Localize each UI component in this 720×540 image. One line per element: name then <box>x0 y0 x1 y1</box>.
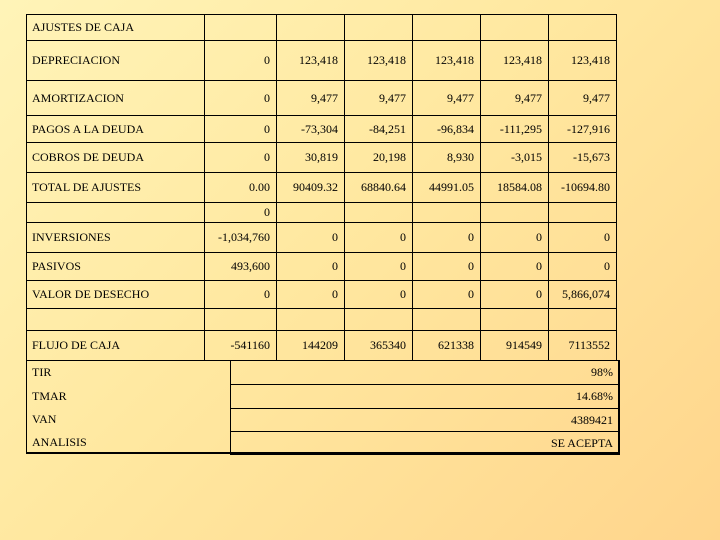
value-cell <box>480 202 549 223</box>
value-cell: 7113552 <box>548 330 617 361</box>
table-title: AJUSTES DE CAJA <box>26 14 205 41</box>
value-cell: -73,304 <box>276 115 345 143</box>
value-cell: 0 <box>412 222 481 253</box>
value-cell: 0 <box>412 252 481 281</box>
value-cell: -541160 <box>204 330 277 361</box>
value-cell: 68840.64 <box>344 172 413 203</box>
value-cell: 123,418 <box>276 40 345 81</box>
row-label-depreciacion: DEPRECIACION <box>26 40 205 81</box>
value-cell: -111,295 <box>480 115 549 143</box>
row-label-pagos-a-la-deuda: PAGOS A LA DEUDA <box>26 115 205 143</box>
value-cell: 0 <box>276 280 345 309</box>
value-cell: 0 <box>480 252 549 281</box>
value-cell <box>344 308 413 331</box>
header-cell <box>480 14 549 41</box>
header-cell <box>344 14 413 41</box>
value-cell <box>204 308 277 331</box>
value-cell: 0 <box>412 280 481 309</box>
value-cell: -1,034,760 <box>204 222 277 253</box>
summary-value-analisis: SE ACEPTA <box>230 431 620 455</box>
header-cell <box>548 14 617 41</box>
value-cell: 9,477 <box>344 80 413 116</box>
value-cell: 0 <box>276 252 345 281</box>
value-cell: 0 <box>480 280 549 309</box>
value-cell: 18584.08 <box>480 172 549 203</box>
value-cell: 0 <box>204 40 277 81</box>
summary-value-tmar: 14.68% <box>230 384 620 409</box>
value-cell: 493,600 <box>204 252 277 281</box>
value-cell: -96,834 <box>412 115 481 143</box>
row-label-inversiones: INVERSIONES <box>26 222 205 253</box>
value-cell: -10694.80 <box>548 172 617 203</box>
summary-label-tir: TIR <box>32 364 52 379</box>
row-label-pasivos: PASIVOS <box>26 252 205 281</box>
value-cell: 0 <box>204 202 277 223</box>
value-cell: 123,418 <box>344 40 413 81</box>
value-cell: 0 <box>548 252 617 281</box>
value-cell: 123,418 <box>412 40 481 81</box>
value-cell: 44991.05 <box>412 172 481 203</box>
value-cell: 90409.32 <box>276 172 345 203</box>
value-cell: -127,916 <box>548 115 617 143</box>
row-label-total-de-ajustes: TOTAL DE AJUSTES <box>26 172 205 203</box>
value-cell: 0 <box>344 222 413 253</box>
value-cell: 9,477 <box>276 80 345 116</box>
value-cell: 0 <box>480 222 549 253</box>
value-cell: 144209 <box>276 330 345 361</box>
row-label-amortizacion: AMORTIZACION <box>26 80 205 116</box>
value-cell: -84,251 <box>344 115 413 143</box>
summary-value-van: 4389421 <box>230 408 620 432</box>
header-cell <box>204 14 277 41</box>
summary-value-tir: 98% <box>230 360 620 385</box>
value-cell <box>276 202 345 223</box>
value-cell <box>548 202 617 223</box>
value-cell <box>412 202 481 223</box>
value-cell: 621338 <box>412 330 481 361</box>
row-label-cobros-de-deuda: COBROS DE DEUDA <box>26 142 205 173</box>
value-cell: 0.00 <box>204 172 277 203</box>
value-cell <box>412 308 481 331</box>
value-cell <box>344 202 413 223</box>
value-cell: 0 <box>204 280 277 309</box>
value-cell: 5,866,074 <box>548 280 617 309</box>
row-label-flujo-de-caja: FLUJO DE CAJA <box>26 330 205 361</box>
row-label-blank <box>26 202 205 223</box>
value-cell: 8,930 <box>412 142 481 173</box>
value-cell: 123,418 <box>548 40 617 81</box>
value-cell: 0 <box>344 252 413 281</box>
header-cell <box>412 14 481 41</box>
row-label-blank <box>26 308 205 331</box>
value-cell: 30,819 <box>276 142 345 173</box>
value-cell: 914549 <box>480 330 549 361</box>
value-cell: 0 <box>276 222 345 253</box>
summary-label-analisis: ANALISIS <box>32 435 87 449</box>
summary-label-van: VAN <box>32 412 57 426</box>
row-label-valor-de-desecho: VALOR DE DESECHO <box>26 280 205 309</box>
value-cell: 0 <box>344 280 413 309</box>
value-cell: 9,477 <box>548 80 617 116</box>
value-cell: 0 <box>204 115 277 143</box>
summary-label-tmar: TMAR <box>32 388 67 403</box>
value-cell: -15,673 <box>548 142 617 173</box>
header-cell <box>276 14 345 41</box>
value-cell <box>276 308 345 331</box>
value-cell <box>548 308 617 331</box>
value-cell: 9,477 <box>480 80 549 116</box>
value-cell: 123,418 <box>480 40 549 81</box>
value-cell: 9,477 <box>412 80 481 116</box>
value-cell: 0 <box>548 222 617 253</box>
value-cell: -3,015 <box>480 142 549 173</box>
value-cell: 20,198 <box>344 142 413 173</box>
value-cell: 365340 <box>344 330 413 361</box>
value-cell: 0 <box>204 80 277 116</box>
value-cell <box>480 308 549 331</box>
value-cell: 0 <box>204 142 277 173</box>
